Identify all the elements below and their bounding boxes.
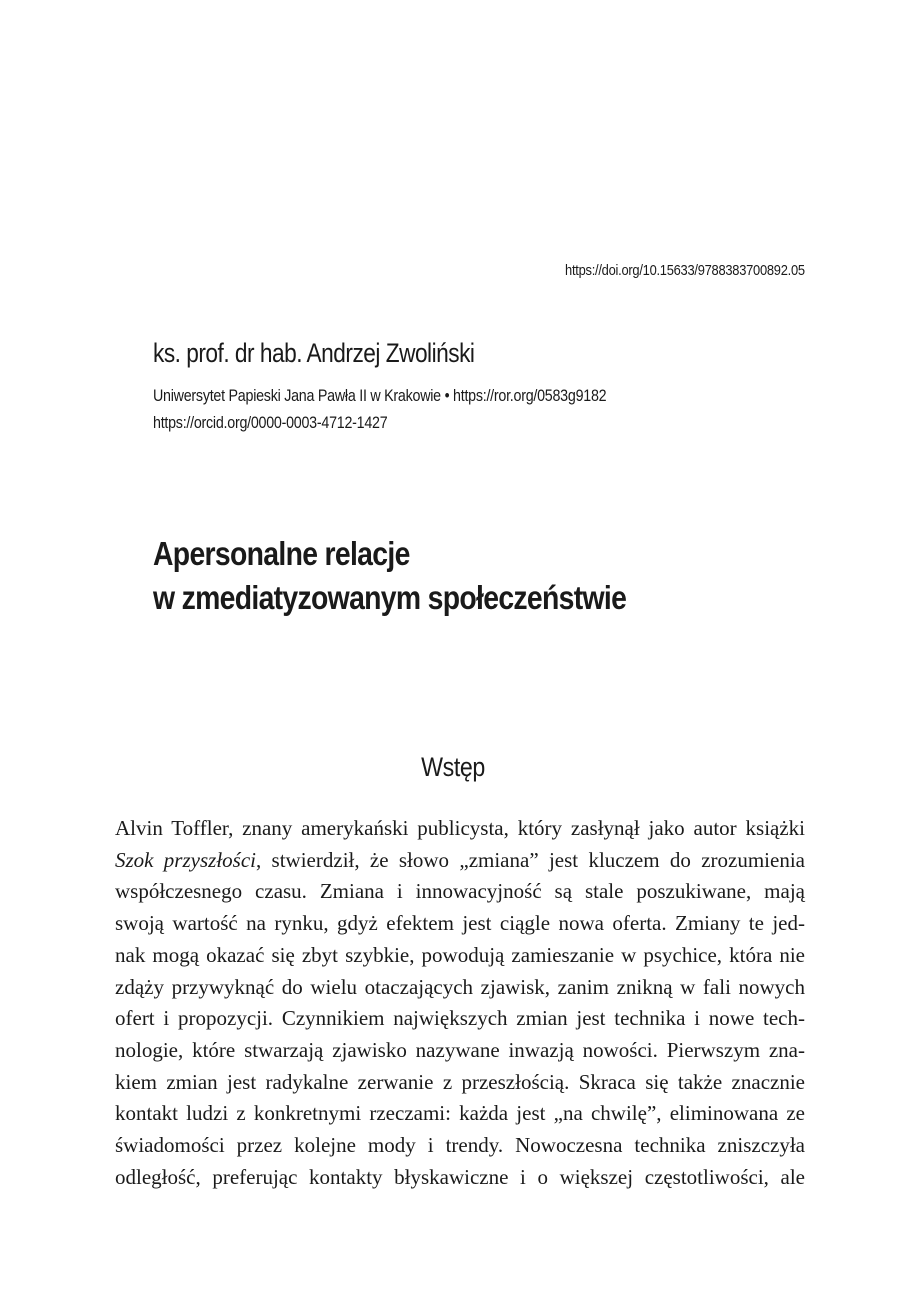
paragraph-line-rest: , stwierdził, że słowo „zmiana” jest kluczem do zrozumienia xyxy=(255,847,805,872)
section-heading-text: Wstęp xyxy=(421,752,486,782)
paragraph-line: ofert i propozycji. Czynnikiem największych zmian jest technika i nowe tech- xyxy=(115,1006,805,1031)
section-heading xyxy=(0,752,907,783)
paragraph-line: odległość, preferując kontakty błyskawiczne i o większej częstotliwości, ale xyxy=(115,1164,805,1189)
paragraph-line: współczesnego czasu. Zmiana i innowacyjność są stale poszukiwane, mają xyxy=(115,879,805,904)
author-orcid-link[interactable]: https://orcid.org/0000-0003-4712-1427 xyxy=(153,413,388,432)
author-name: ks. prof. dr hab. Andrzej Zwoliński xyxy=(153,338,475,368)
doi-link[interactable]: https://doi.org/10.15633/9788383700892.05 xyxy=(565,262,805,279)
paragraph-line: kontakt ludzi z konkretnymi rzeczami: każda jest „na chwilę”, eliminowana ze xyxy=(115,1101,805,1126)
article-title-line-2: w zmediatyzowanym społeczeństwie xyxy=(153,579,627,616)
body-paragraph xyxy=(115,813,805,1193)
author-affiliation: Uniwersytet Papieski Jana Pawła II w Krakowie • https://ror.org/0583g9182 xyxy=(153,386,607,405)
paragraph-line: kiem zmian jest radykalne zerwanie z przeszłością. Skraca się także znacznie xyxy=(115,1069,805,1094)
paragraph-line: świadomości przez kolejne mody i trendy. Nowoczesna technika zniszczyła xyxy=(115,1133,805,1158)
paragraph-line xyxy=(115,845,805,877)
book-title-italic: Szok przyszłości xyxy=(115,847,256,872)
paragraph-line: nologie, które stwarzają zjawisko nazywane inwazją nowości. Pierwszym zna- xyxy=(115,1037,805,1062)
article-title xyxy=(153,532,626,620)
paragraph-line: zdąży przywyknąć do wielu otaczających zjawisk, zanim znikną w fali nowych xyxy=(115,974,805,999)
article-title-line-1: Apersonalne relacje xyxy=(153,535,410,572)
paragraph-line: nak mogą okazać się zbyt szybkie, powodują zamieszanie w psychice, która nie xyxy=(115,942,805,967)
paragraph-line: Alvin Toffler, znany amerykański publicysta, który zasłynął jako autor książki xyxy=(115,816,805,840)
paragraph-line: swoją wartość na rynku, gdyż efektem jest ciągle nowa oferta. Zmiany te jed- xyxy=(115,911,805,936)
